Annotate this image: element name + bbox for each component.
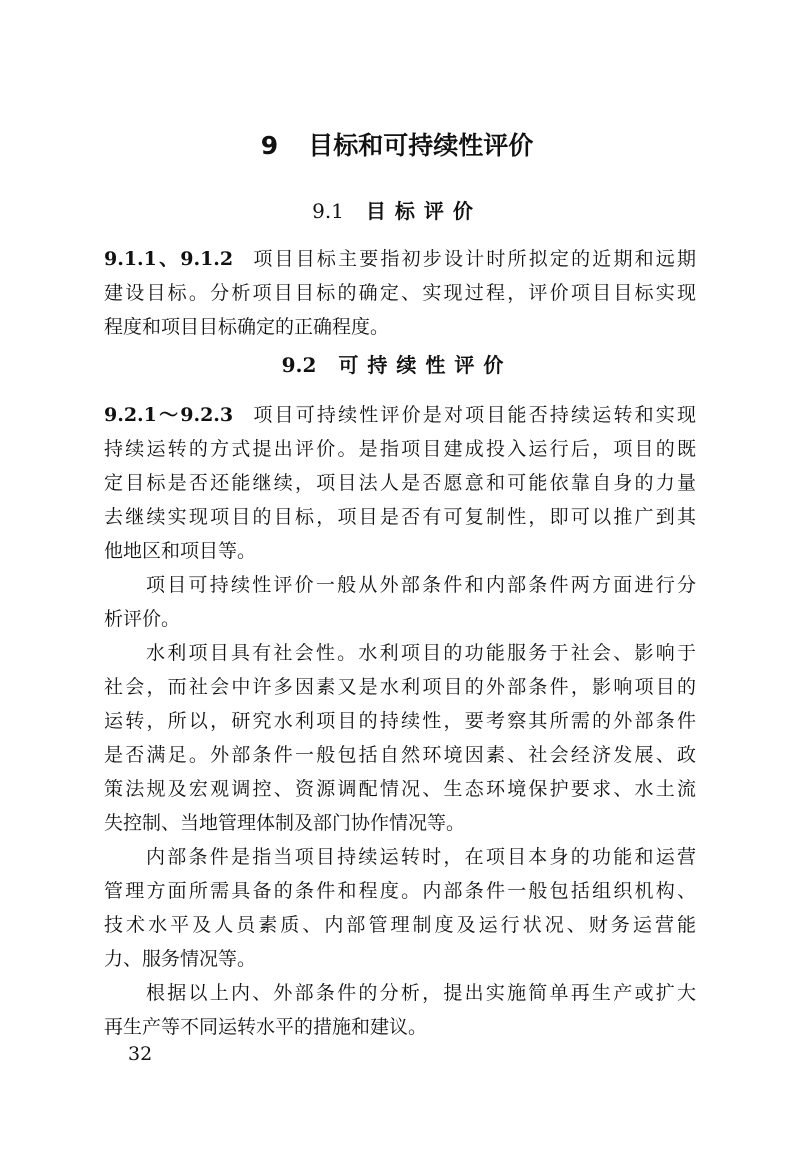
paragraph-line: 根据以上内、外部条件的分析，提出实施简单再生产或扩大 [146, 982, 696, 1004]
clause-number: 9.1.1、9.1.2 [104, 248, 234, 270]
section-number: 9.2 [281, 353, 317, 377]
section-number: 9.1 [312, 199, 344, 223]
paragraph-line: 程度和项目目标确定的正确程度。 [104, 316, 390, 338]
chapter-name: 目标和可持续性评价 [308, 131, 534, 160]
paragraph-line: 失控制、当地管理体制及部门协作情况等。 [104, 812, 466, 834]
paragraph-line: 他地区和项目等。 [104, 540, 257, 562]
section-title-9-2 [0, 350, 794, 380]
paragraph-line [104, 398, 696, 432]
line-text: 项目目标主要指初步设计时所拟定的近期和远期 [251, 248, 696, 270]
paragraph-line [104, 242, 696, 276]
paragraph-line: 水利项目具有社会性。水利项目的功能服务于社会、影响于 [146, 642, 696, 664]
paragraph-line: 是否满足。外部条件一般包括自然环境因素、社会经济发展、政 [104, 744, 696, 766]
paragraph-line: 策法规及宏观调控、资源调配情况、生态环境保护要求、水土流 [104, 778, 696, 800]
section-name: 目标评价 [365, 199, 482, 223]
paragraph-line: 项目可持续性评价一般从外部条件和内部条件两方面进行分 [146, 574, 696, 596]
chapter-number: 9 [260, 131, 279, 160]
paragraph-line: 力、服务情况等。 [104, 948, 257, 970]
section-title-9-1 [0, 196, 794, 226]
chapter-title [0, 128, 794, 164]
paragraph-line: 定目标是否还能继续，项目法人是否愿意和可能依靠自身的力量 [104, 472, 696, 494]
paragraph-line: 析评价。 [104, 608, 181, 630]
clause-number: 9.2.1～9.2.3 [104, 404, 234, 426]
section-name: 可持续性评价 [338, 353, 513, 377]
paragraph-line: 内部条件是指当项目持续运转时，在项目本身的功能和运营 [146, 846, 696, 868]
paragraph-line: 技术水平及人员素质、内部管理制度及运行状况、财务运营能 [104, 914, 696, 936]
paragraph-line: 运转，所以，研究水利项目的持续性，要考察其所需的外部条件 [104, 710, 696, 732]
paragraph-line: 持续运转的方式提出评价。是指项目建成投入运行后，项目的既 [104, 438, 696, 460]
paragraph-line: 社会，而社会中许多因素又是水利项目的外部条件，影响项目的 [104, 676, 696, 698]
paragraph-line: 建设目标。分析项目目标的确定、实现过程，评价项目目标实现 [104, 282, 696, 304]
paragraph-line: 去继续实现项目的目标，项目是否有可复制性，即可以推广到其 [104, 506, 696, 528]
line-text: 项目可持续性评价是对项目能否持续运转和实现 [251, 404, 696, 426]
paragraph-line: 再生产等不同运转水平的措施和建议。 [104, 1016, 428, 1038]
paragraph-line: 管理方面所需具备的条件和程度。内部条件一般包括组织机构、 [104, 880, 696, 902]
page-number: 32 [128, 1043, 153, 1065]
